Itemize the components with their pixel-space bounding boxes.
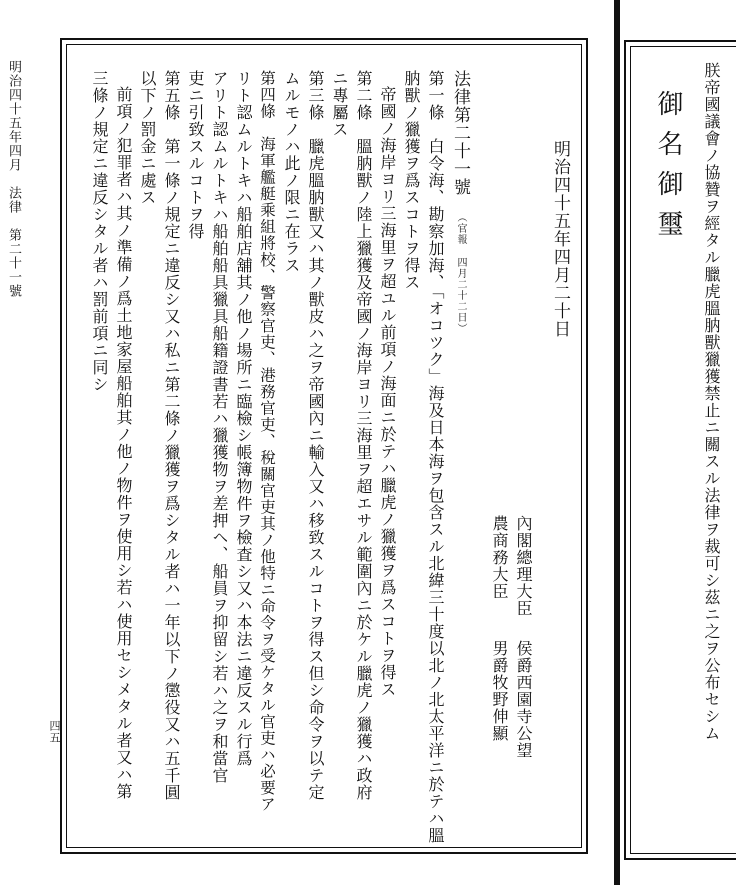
article-column: ムルモノハ此ノ限ニ在ラス	[282, 70, 301, 274]
law-number: 法律第二十一號	[450, 70, 470, 196]
article-column: 前項ノ犯罪者ハ其ノ準備ノ爲土地家屋船舶其ノ他ノ物件ヲ使用シ若ハ使用セシメタル者又ハ第	[114, 86, 133, 800]
imperial-preamble: 朕帝國議會ノ協贊ヲ經タル臘虎膃肭獸獵獲禁止ニ關スル法律ヲ裁可シ茲ニ之ヲ公布セシム	[702, 62, 721, 742]
article-column: 第五條 第一條ノ規定ニ違反シ又ハ私ニ第二條ノ獵獲ヲ爲シタル者ハ一年以下ノ懲役又ハ五千圓	[162, 70, 181, 801]
imperial-signature-label: 御名御璽	[653, 90, 683, 250]
signatory-name-1: 侯爵西園寺公望	[514, 640, 533, 759]
article-column: 三條ノ規定ニ違反シタル者ハ罰前項ニ同シ	[90, 70, 109, 393]
article-column: 第一條 白令海、勘察加海、「オコツク」海及日本海ヲ包含スル北緯三十度以北ノ北太平洋ニ於テハ膃	[426, 70, 445, 844]
article-column: 肭獸ノ獵獲ヲ爲スコトヲ得ス	[402, 70, 421, 291]
signatory-title-2: 農商務大臣	[490, 515, 509, 600]
gazette-reference: （官報 四月二十二日）	[455, 212, 466, 334]
article-column: 第四條 海軍艦艇乘組將校、警察官吏、港務官吏、稅關官吏其ノ他特ニ命令ヲ受ケタル官吏ハ必要ア	[258, 70, 276, 813]
page-gutter-divider	[614, 0, 620, 885]
promulgation-date: 明治四十五年四月二十日	[550, 140, 570, 338]
page-number: 四五	[48, 720, 61, 744]
article-column: 以下ノ罰金ニ處ス	[138, 70, 157, 206]
article-column: リト認ムルトキハ船舶店舖其ノ他ノ場所ニ臨檢シ帳簿物件ヲ檢査シ又ハ本法ニ違反スル行爲	[234, 70, 253, 767]
signatory-name-2: 男爵牧野伸顯	[490, 640, 509, 742]
signatory-title-1: 內閣總理大臣	[514, 515, 533, 617]
article-column: 吏ニ引致スルコトヲ得	[186, 70, 205, 240]
article-column: 帝國ノ海岸ヨリ三海里ヲ超ユル前項ノ海面ニ於テハ臘虎ノ獵獲ヲ爲スコトヲ得ス	[378, 86, 397, 698]
article-column: アリト認ムルトキハ船舶船具獵具船籍證書若ハ獵獲物ヲ差押ヘ、船員ヲ抑留シ若ハ之ヲ和當官	[210, 70, 229, 784]
article-column: ニ專屬ス	[330, 70, 349, 138]
article-column: 第三條 臘虎膃肭獸又ハ其ノ獸皮ハ之ヲ帝國內ニ輸入又ハ移致スルコトヲ得ス但シ命令ヲ以テ定	[306, 70, 325, 801]
article-column: 第二條 膃肭獸ノ陸上獵獲及帝國ノ海岸ヨリ三海里ヲ超エサル範圍內ニ於ケル臘虎ノ獵獲ハ政府	[354, 70, 373, 801]
page-header: 明治四十五年四月 法律 第二十一號	[6, 60, 21, 298]
